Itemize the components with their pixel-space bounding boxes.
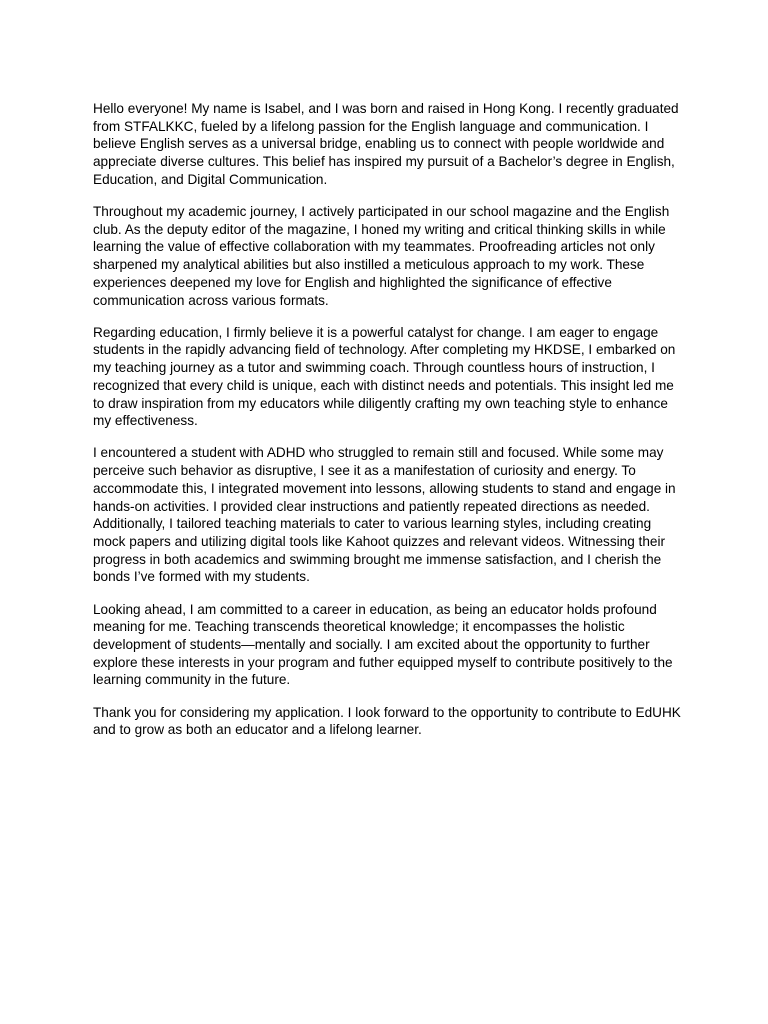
- paragraph-academic-journey: Throughout my academic journey, I actively participated in our school magazine and the English club. As the deputy editor of the magazine, I honed my writing and critical thinking skills in while learning the value of effective collaboration with my teammates. Proofreading articles not only sharpened my analytical abilities but also instilled a meticulous approach to my work. These experiences deepened my love for English and highlighted the significance of effective communication across various formats.: [93, 204, 670, 308]
- paragraph-looking-ahead: Looking ahead, I am committed to a career in education, as being an educator holds profound meaning for me. Teaching transcends theoretical knowledge; it encompasses the holistic development of students—mentally and socially. I am excited about the opportunity to further explore these interests in your program and futher equipped myself to contribute positively to the learning community in the future.: [93, 601, 673, 688]
- paragraph-introduction: Hello everyone! My name is Isabel, and I was born and raised in Hong Kong. I recently graduated from STFALKKC, fueled by a lifelong passion for the English language and communication. I believe English serves as a universal bridge, enabling us to connect with people worldwide and appreciate diverse cultures. This belief has inspired my pursuit of a Bachelor’s degree in English, Education, and Digital Communication.: [93, 101, 679, 187]
- paragraph-education-belief: Regarding education, I firmly believe it is a powerful catalyst for change. I am eager to engage students in the rapidly advancing field of technology. After completing my HKDSE, I embarked on my teaching journey as a tutor and swimming coach. Through countless hours of instruction, I recognized that every child is unique, each with distinct needs and potentials. This insight led me to draw inspiration from my educators while diligently crafting my own teaching style to enhance my effectiveness.: [93, 324, 676, 429]
- document-page: [93, 100, 683, 754]
- paragraph-closing: Thank you for considering my application. I look forward to the opportunity to contribute to EdUHK and to grow as both an educator and a lifelong learner.: [93, 704, 681, 738]
- paragraph-adhd-student: I encountered a student with ADHD who struggled to remain still and focused. While some may perceive such behavior as disruptive, I see it as a manifestation of curiosity and energy. To accommodate this, I integrated movement into lessons, allowing students to stand and engage in hands-on activities. I provided clear instructions and patiently repeated directions as needed. Additionally, I tailored teaching materials to cater to various learning styles, including creating mock papers and utilizing digital tools like Kahoot quizzes and relevant videos. Witnessing their progress in both academics and swimming brought me immense satisfaction, and I cherish the bonds I’ve formed with my students.: [93, 445, 676, 585]
